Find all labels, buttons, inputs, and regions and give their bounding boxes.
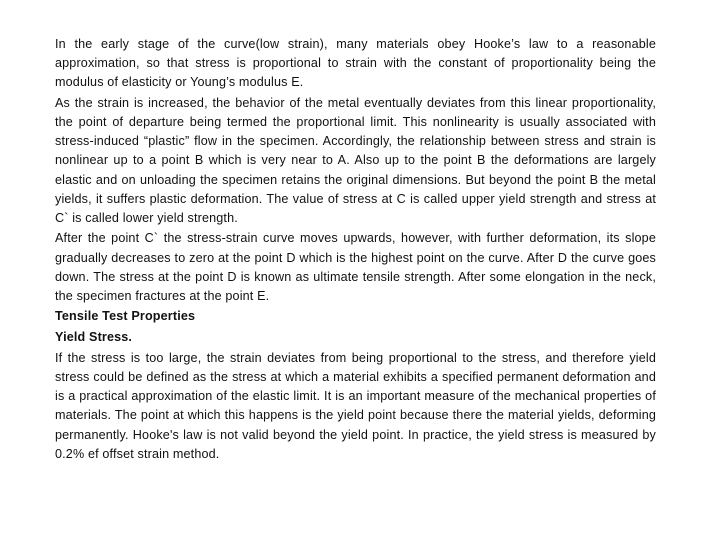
subsection-heading: Yield Stress. [55,330,133,345]
paragraph-hookes-law: In the early stage of the curve(low strain), many materials obey Hooke’s law to a reasonable approximation, so that stress is proportional to strain with the constant of proportionality being the modulus of elasticity or Young’s modulus E. [55,37,656,90]
section-heading: Tensile Test Properties [55,309,196,324]
paragraph-proportional-limit: As the strain is increased, the behavior of the metal eventually deviates from this linear proportionality, the point of departure being termed the proportional limit. This nonlinearity is usually associated with stress-induced “plastic” flow in the specimen. Accordingly, the relationship between stress and strain is nonlinear up to a point B which is very near to A. Also up to the point B the deformations are largely elastic and on unloading the specimen retains the original dimensions. But beyond the point B the metal yields, it suffers plastic deformation. The value of stress at C is called upper yield strength and stress at C` is called lower yield strength. [55,95,656,226]
paragraph-ultimate-tensile-strength: After the point C` the stress-strain curve moves upwards, however, with further deformation, its slope gradually decreases to zero at the point D which is the highest point on the curve. After D the curve goes down. The stress at the point D is known as ultimate tensile strength. After some elongation in the neck, the specimen fractures at the point E. [55,231,656,304]
paragraph-yield-stress: If the stress is too large, the strain deviates from being proportional to the stress, and therefore yield stress could be defined as the stress at which a material exhibits a specified permanent deformation and is a practical approximation of the elastic limit. It is an important measure of the mechanical properties of materials. The point at which this happens is the yield point because there the material yields, deforming permanently. Hooke's law is not valid beyond the yield point. In practice, the yield stress is measured by 0.2% ef offset strain method. [55,350,656,461]
document-body [55,35,656,465]
